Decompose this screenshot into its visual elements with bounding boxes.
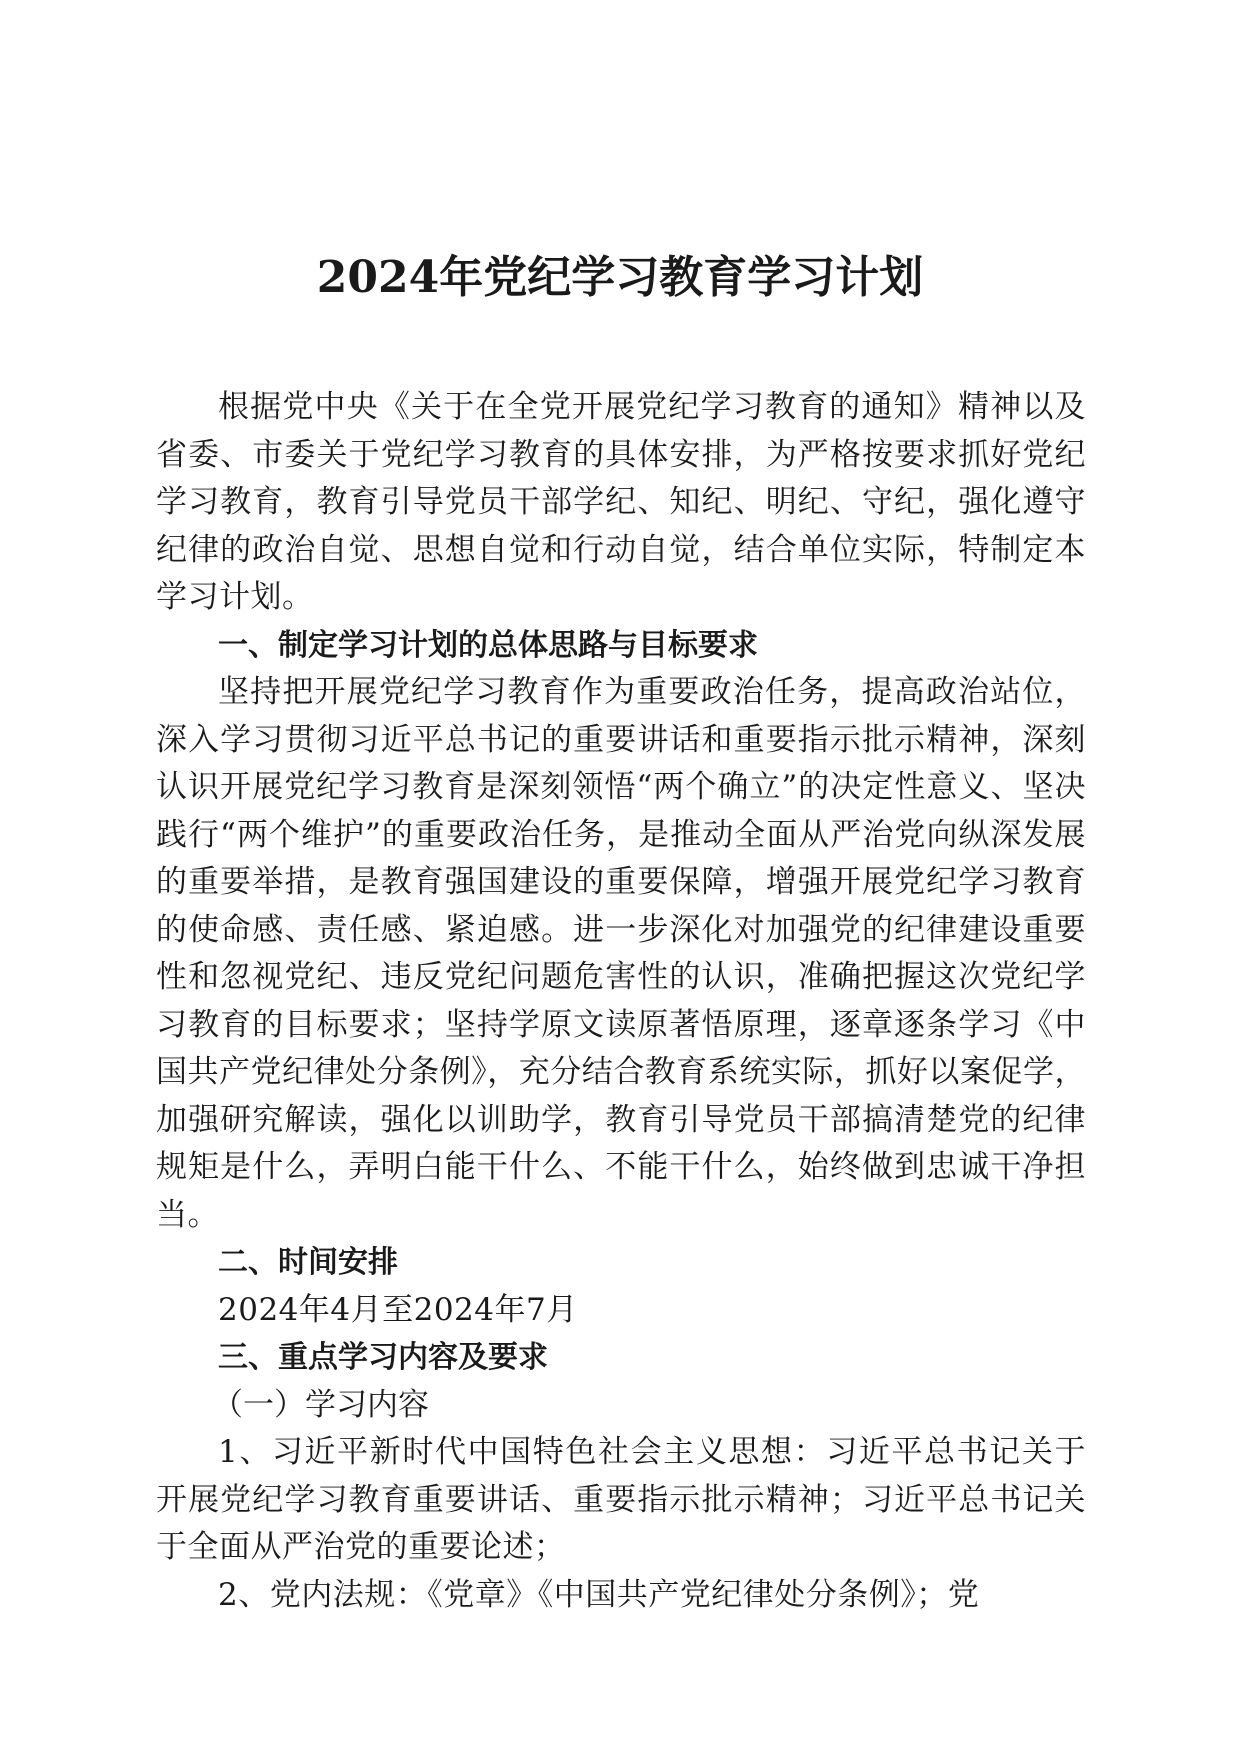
section-1-heading: 一、制定学习计划的总体思路与目标要求 — [218, 627, 758, 663]
section-2-heading: 二、时间安排 — [218, 1245, 398, 1280]
section-1-paragraph: 坚持把开展党纪学习教育作为重要政治任务，提高政治站位，深入学习贯彻习近平总书记的重要讲话和重要指示批示精神，深刻认识开展党纪学习教育是深刻领悟“两个确立”的决定性意义、坚决践行“两个维护”的重要政治任务，是推动全面从严治党向纵深发展的重要举措，是教育强国建设的重要保障，增强开展党纪学习教育的使命感、责任感、紧迫感。进一步深化对加强党的纪律建设重要性和忽视党纪、违反党纪问题危害性的认识，准确把握这次党纪学习教育的目标要求；坚持学原文读原著悟原理，逐章逐条学习《中国共产党纪律处分条例》，充分结合教育系统实际，抓好以案促学，加强研究解读，强化以训助学，教育引导党员干部搞清楚党的纪律规矩是什么，弄明白能干什么、不能干什么，始终做到忠诚干净担当。 — [156, 674, 1086, 1233]
section-3-subheading: （一）学习内容 — [212, 1386, 429, 1423]
document-title: 2024年党纪学习教育学习计划 — [316, 252, 924, 303]
section-2-paragraph: 2024年4月至2024年7月 — [218, 1291, 578, 1328]
section-3-item-2: 2、党内法规：《党章》《中国共产党纪律处分条例》；党 — [218, 1576, 980, 1613]
section-3-heading: 三、重点学习内容及要求 — [218, 1340, 548, 1375]
section-3-item-1: 1、习近平新时代中国特色社会主义思想：习近平总书记关于开展党纪学习教育重要讲话、重要指示批示精神；习近平总书记关于全面从严治党的重要论述； — [156, 1434, 1086, 1565]
intro-paragraph: 根据党中央《关于在全党开展党纪学习教育的通知》精神以及省委、市委关于党纪学习教育的具体安排，为严格按要求抓好党纪学习教育，教育引导党员干部学纪、知纪、明纪、守纪，强化遵守纪律的政治自觉、思想自觉和行动自觉，结合单位实际，特制定本学习计划。 — [156, 389, 1086, 615]
document-body — [156, 384, 1086, 1619]
